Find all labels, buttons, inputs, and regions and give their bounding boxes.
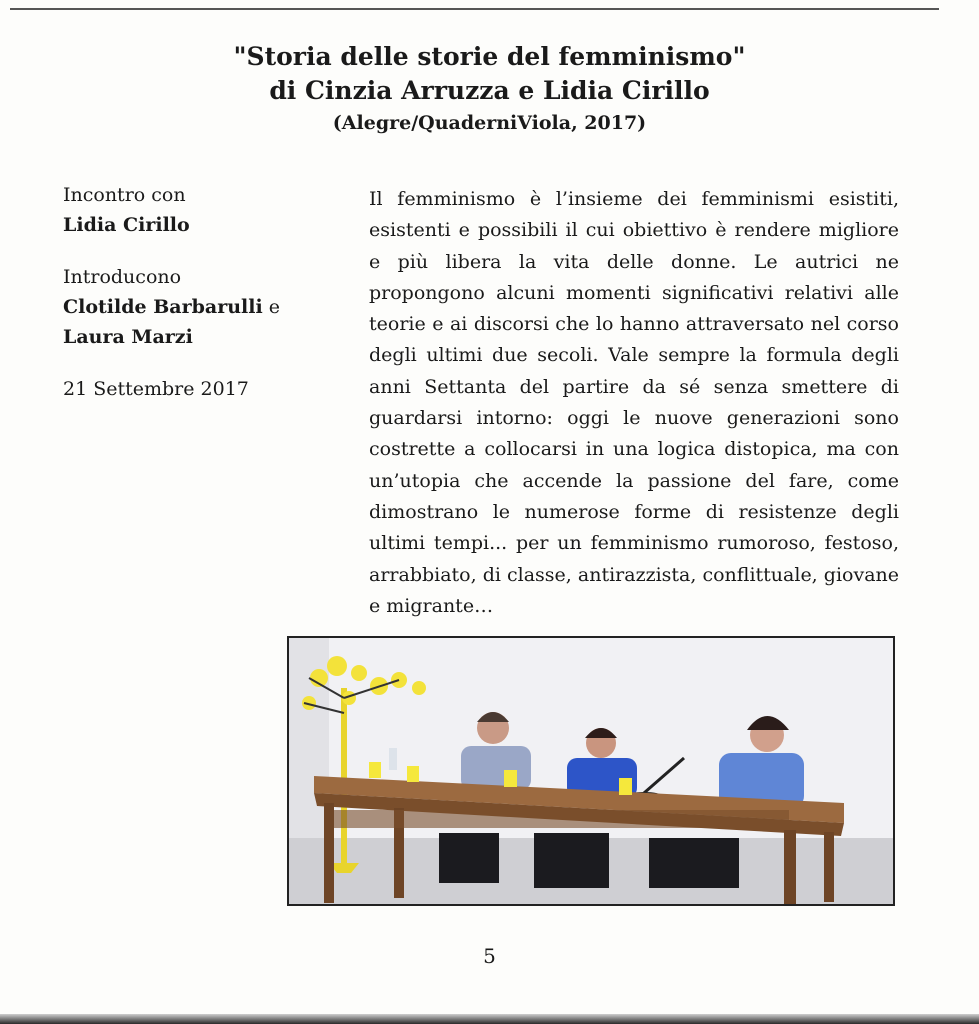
event-photo [287, 636, 895, 906]
intro-label: Introducono [63, 266, 182, 288]
book-authors: di Cinzia Arruzza e Lidia Cirillo [269, 76, 710, 105]
header [0, 40, 979, 136]
book-title: "Storia delle storie del femminismo" [233, 42, 746, 71]
page-number: 5 [483, 944, 496, 968]
description-paragraph: Il femminismo è l’insieme dei femminismi esistiti, esistenti e possibili il cui obiettivo è rendere migliore e più libera la vita delle donne. Le autrici ne propongono alcuni momenti significativi relativi alle teorie e ai discorsi che lo hanno attraversato nel corso degli ultimi due secoli. Vale sempre la formula degli anni Settanta del partire da sé senza smettere di guardarsi intorno: oggi le nuove generazioni sono costrette a collocarsi in una logica distopica, ma con un’utopia che accende la passione del fare, come dimostrano le numerose forme di resistenze degli ultimi tempi... per un femminismo rumoroso, festoso, arrabbiato, di classe, antirazzista, conflittuale, giovane e migrante… [369, 188, 899, 617]
event-sidebar [63, 180, 323, 426]
event-photo-illustration [289, 638, 893, 904]
book-publisher: (Alegre/QuaderniViola, 2017) [332, 112, 647, 134]
meeting-guest: Lidia Cirillo [63, 214, 190, 236]
intro-conjunction: e [268, 296, 280, 318]
intro-name-2: Laura Marzi [63, 326, 193, 348]
intro-name-1: Clotilde Barbarulli [63, 296, 263, 318]
intro-block [63, 262, 323, 352]
page-bottom-edge [0, 1014, 979, 1024]
top-rule [10, 8, 939, 10]
meeting-label: Incontro con [63, 184, 186, 206]
event-date: 21 Settembre 2017 [63, 378, 249, 400]
meeting-block [63, 180, 323, 240]
